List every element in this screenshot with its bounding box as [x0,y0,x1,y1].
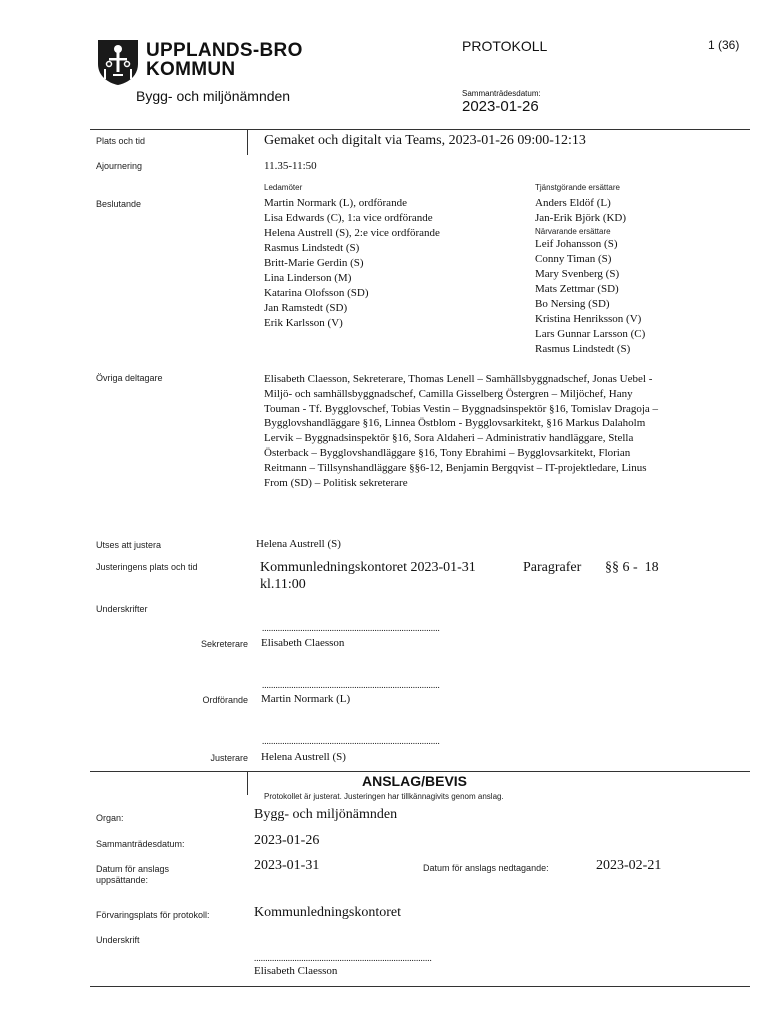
notice-title: ANSLAG/BEVIS [362,773,468,789]
others-text [264,372,658,490]
list-item: Rasmus Lindstedt (S) [535,343,631,355]
list-item: Lisa Edwards (C), 1:a vice ordförande [264,212,433,224]
place-time-label: Justeringens plats och tid [96,562,198,572]
organ-value: Bygg- och miljönämnden [254,807,398,822]
others-line: Reitmann – Tillsynshandläggare §§6-12, Benjamin Bergqvist – IT-projektledare, Linus [264,461,647,474]
signature-role-secretary: Sekreterare [200,639,248,649]
others-line: Miljö- och samhällsbyggnadschef, Camilla Gisselberg Östergren – Miljöchef, Hany [264,387,633,400]
notice-signature-name: Elisabeth Claesson [254,965,338,977]
others-line: Bygglovshandläggare §16, Linnea Östblom - Bygglovsarkitekt, §16 Markus Dalaholm [264,417,646,430]
place-value: Gemaket och digitalt via Teams, 2023-01-26 09:00-12:13 [264,133,586,148]
list-item: Leif Johansson (S) [535,238,618,250]
meeting-date: 2023-01-26 [462,98,539,115]
signature-name-adjuster: Helena Austrell (S) [261,751,346,763]
notice-divider-tick [247,771,248,795]
removed-value: 2023-02-21 [596,858,662,873]
list-item: Bo Nersing (SD) [535,298,610,310]
adjourn-value: 11.35-11:50 [264,160,317,172]
org-name-line2: KOMMUN [146,59,236,80]
notice-date-value: 2023-01-26 [254,833,320,848]
page-number: 1 (36) [708,38,740,52]
list-item: Lars Gunnar Larsson (C) [535,328,646,340]
signatures-label: Underskrifter [96,604,148,614]
signature-line: ............................................................................... [262,623,440,633]
document-type: PROTOKOLL [462,38,548,54]
adjuster-value: Helena Austrell (S) [256,538,341,550]
header-divider-tick [247,129,248,155]
signature-role-adjuster: Justerare [210,753,248,763]
present-deputies-list [535,237,645,357]
signature-line: ............................................................................... [262,736,440,746]
list-item: Martin Normark (L), ordförande [264,197,407,209]
others-line: Touman - Tf. Bygglovschef, Tobias Vestin – Byggnadsinspektör §16, Tomislav Dragoja – [264,402,659,415]
notice-subtitle: Protokollet är justerat. Justeringen har tillkännagivits genom anslag. [264,792,504,801]
adjuster-label: Utses att justera [96,540,162,550]
footer-divider [90,986,750,987]
posted-label-line1: Datum för anslags [96,864,170,874]
serving-deputies-heading: Tjänstgörande ersättare [535,183,620,192]
members-list [264,196,440,331]
posted-value: 2023-01-31 [254,858,320,873]
paragraphs-label: Paragrafer [523,560,582,575]
storage-label: Förvaringsplats för protokoll: [96,910,210,920]
list-item: Erik Karlsson (V) [264,317,343,329]
committee-name: Bygg- och miljönämnden [136,88,291,104]
list-item: Jan Ramstedt (SD) [264,302,348,314]
place-label: Plats och tid [96,136,146,146]
organ-label: Organ: [96,813,124,823]
list-item: Rasmus Lindstedt (S) [264,242,360,254]
list-item: Mats Zettmar (SD) [535,283,619,295]
signature-role-chair: Ordförande [202,695,248,705]
posted-label-line2: uppsättande: [96,875,149,885]
paragraphs-value: §§ 6 - 18 [605,560,659,575]
signature-line: ............................................................................... [254,953,432,963]
list-item: Britt-Marie Gerdin (S) [264,257,364,269]
removed-label: Datum för anslags nedtagande: [423,863,549,873]
list-item: Katarina Olofsson (SD) [264,287,369,299]
others-line: Lervik – Byggnadsinspektör §16, Sora Aldaheri – Administrativ handläggare, Stella [264,432,634,445]
place-time-line1: Kommunledningskontoret 2023-01-31 [260,560,476,575]
others-label: Övriga deltagare [96,373,163,383]
signature-name-secretary: Elisabeth Claesson [261,637,345,649]
members-heading: Ledamöter [264,183,303,192]
meeting-date-label: Sammanträdesdatum: [462,89,541,98]
storage-value: Kommunledningskontoret [254,905,401,920]
org-name-line1: UPPLANDS-BRO [146,40,303,61]
place-time-line2: kl.11:00 [260,577,306,592]
list-item: Mary Svenberg (S) [535,268,620,280]
present-deputies-heading: Närvarande ersättare [535,227,611,236]
coat-of-arms-icon [96,38,140,86]
others-line: Österback – Bygglovshandläggare §16, Tony Ebrahimi – Bygglovsarkitekt, Florian [264,446,631,459]
list-item: Kristina Henriksson (V) [535,313,642,325]
header-divider [90,129,750,130]
list-item: Jan-Erik Björk (KD) [535,212,627,224]
notice-date-label: Sammanträdesdatum: [96,839,185,849]
list-item: Helena Austrell (S), 2:e vice ordförande [264,227,440,239]
list-item: Lina Linderson (M) [264,272,352,284]
others-line: Elisabeth Claesson, Sekreterare, Thomas Lenell – Samhällsbyggnadschef, Jonas Uebel - [264,373,653,385]
deciding-label: Beslutande [96,199,142,209]
others-line: From (SD) – Politisk sekreterare [264,476,408,489]
list-item: Conny Timan (S) [535,253,612,265]
municipality-logo [96,38,140,86]
list-item: Anders Eldöf (L) [535,197,611,209]
notice-signature-label: Underskrift [96,935,140,945]
notice-divider [90,771,750,772]
adjourn-label: Ajournering [96,161,143,171]
signature-name-chair: Martin Normark (L) [261,693,351,705]
serving-deputies-list [535,196,626,226]
signature-line: ............................................................................... [262,680,440,690]
